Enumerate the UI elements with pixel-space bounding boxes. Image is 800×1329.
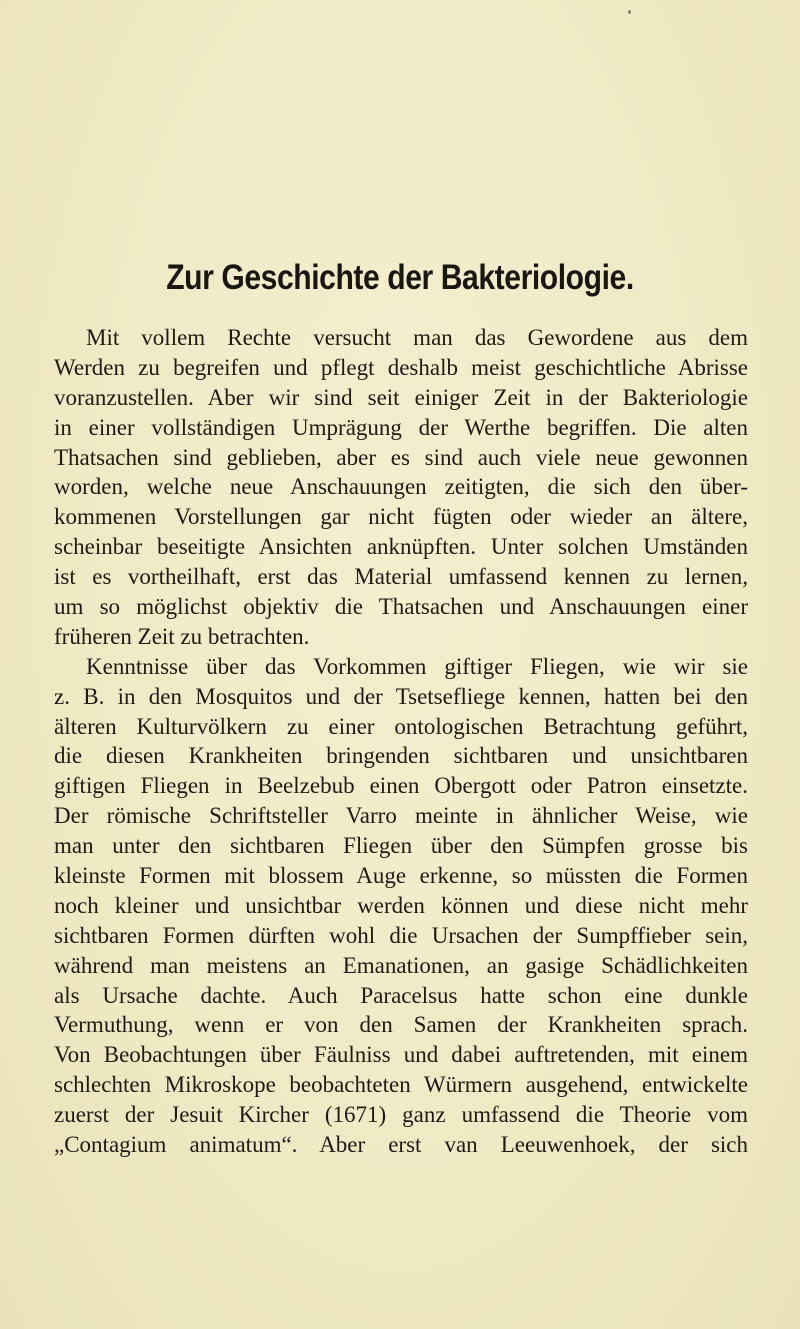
text-line: zuerst der Jesuit Kircher (1671) ganz umfassend die Theorie vom (54, 1102, 748, 1128)
text-line: voranzustellen. Aber wir sind seit einiger Zeit in der Bakteriologie (54, 384, 748, 410)
text-line: Mit vollem Rechte versucht man das Gewordene aus dem (86, 325, 748, 350)
text-line: sichtbaren Formen dürften wohl die Ursachen der Sumpffieber sein, (54, 922, 748, 948)
text-line: Kenntnisse über das Vorkommen giftiger Fliegen, wie wir sie (86, 653, 748, 679)
text-line: früheren Zeit zu betrachten. (54, 623, 310, 649)
text-line: scheinbar beseitigte Ansichten anknüpften. Unter solchen Umständen (54, 534, 748, 560)
body-text (54, 323, 748, 1160)
text-line: Werden zu begreifen und pflegt deshalb meist geschichtliche Abrisse (54, 354, 748, 380)
text-line: die diesen Krankheiten bringenden sichtbaren und unsichtbaren (54, 743, 748, 769)
text-line: kleinste Formen mit blossem Auge erkenne, so müssten die Formen (54, 863, 748, 889)
text-line: man unter den sichtbaren Fliegen über den Sümpfen grosse bis (54, 833, 748, 859)
text-line: während man meistens an Emanationen, an gasige Schädlichkeiten (54, 952, 748, 978)
text-line: Der römische Schriftsteller Varro meinte in ähnlicher Weise, wie (54, 803, 748, 829)
text-line: Von Beobachtungen über Fäulniss und dabei auftretenden, mit einem (54, 1042, 748, 1068)
page-speck (628, 10, 631, 14)
text-line: schlechten Mikroskope beobachteten Würmern ausgehend, entwickelte (54, 1072, 748, 1098)
text-line: in einer vollständigen Umprägung der Werthe begriffen. Die alten (54, 414, 748, 440)
text-line: z. B. in den Mosquitos und der Tsetsefliege kennen, hatten bei den (54, 683, 748, 709)
text-line: worden, welche neue Anschauungen zeitigten, die sich den über- (54, 474, 748, 500)
text-line: als Ursache dachte. Auch Paracelsus hatte schon eine dunkle (54, 982, 748, 1008)
text-line: noch kleiner und unsichtbar werden können und diese nicht mehr (54, 892, 748, 918)
text-line: Thatsachen sind geblieben, aber es sind auch viele neue gewonnen (54, 444, 748, 470)
text-line: „Contagium animatum“. Aber erst van Leeuwenhoek, der sich (54, 1132, 748, 1158)
text-line: um so möglichst objektiv die Thatsachen und Anschauungen einer (54, 594, 748, 620)
text-line: kommenen Vorstellungen gar nicht fügten oder wieder an ältere, (54, 504, 748, 530)
chapter-title: Zur Geschichte der Bakteriologie. (166, 258, 634, 297)
text-line: Vermuthung, wenn er von den Samen der Krankheiten sprach. (54, 1012, 748, 1038)
text-line: giftigen Fliegen in Beelzebub einen Obergott oder Patron einsetzte. (54, 773, 748, 799)
text-line: ist es vortheilhaft, erst das Material umfassend kennen zu lernen, (54, 564, 748, 590)
text-line: älteren Kulturvölkern zu einer ontologischen Betrachtung geführt, (54, 713, 748, 739)
